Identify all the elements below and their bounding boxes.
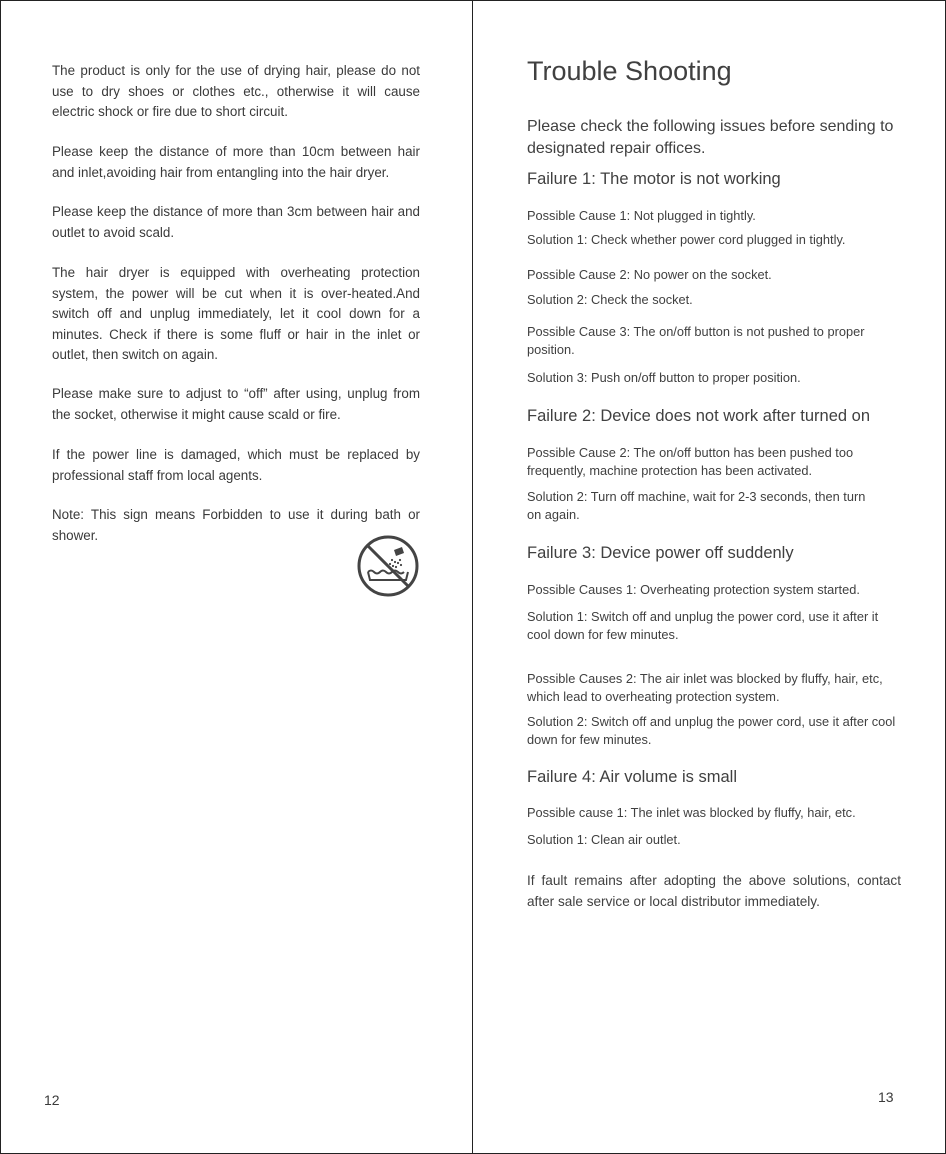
failure-3-solution-1: Solution 1: Switch off and unplug the power cord, use it after it cool down for few minutes. [527,609,879,642]
page-title: Trouble Shooting [527,56,732,86]
safety-paragraph-6: If the power line is damaged, which must be replaced by professional staff from local agents. [52,447,420,483]
failure-1-heading: Failure 1: The motor is not working [527,170,781,188]
failure-3-cause-1: Possible Causes 1: Overheating protection system started. [527,582,860,597]
failure-1-cause-3: Possible Cause 3: The on/off button is not pushed to proper position. [527,324,865,357]
page-number-left: 12 [44,1092,60,1108]
closing-note: If fault remains after adopting the above solutions, contact after sale service or local distributor immediately. [527,873,901,909]
failure-4-cause-1: Possible cause 1: The inlet was blocked by fluffy, hair, etc. [527,805,856,820]
failure-3-cause-2: Possible Causes 2: The air inlet was blocked by fluffy, hair, etc, which lead to overheating protection system. [527,671,883,704]
failure-3-heading: Failure 3: Device power off suddenly [527,544,794,562]
failure-1-solution-1: Solution 1: Check whether power cord plugged in tightly. [527,232,846,247]
failure-1-solution-2: Solution 2: Check the socket. [527,292,693,307]
failure-1-cause-1: Possible Cause 1: Not plugged in tightly. [527,208,756,223]
no-bath-shower-icon [356,534,420,598]
failure-4-heading: Failure 4: Air volume is small [527,768,737,786]
intro-text: Please check the following issues before sending to designated repair offices. [527,118,894,157]
safety-paragraph-4: The hair dryer is equipped with overheating protection system, the power will be cut when it is over-heated.And switch off and unplug immediately, let it cool down for a minutes. Check if there is some fluff or hair in the inlet or outlet, then switch on again. [52,265,420,362]
failure-2-heading: Failure 2: Device does not work after turned on [527,407,871,425]
safety-paragraph-5: Please make sure to adjust to “off” after using, unplug from the socket, otherwise it might cause scald or fire. [52,386,420,422]
failure-1-cause-2: Possible Cause 2: No power on the socket. [527,267,772,282]
failure-1-solution-3: Solution 3: Push on/off button to proper position. [527,370,801,385]
failure-2-solution: Solution 2: Turn off machine, wait for 2-3 seconds, then turn on again. [527,489,866,522]
failure-3-solution-2: Solution 2: Switch off and unplug the power cord, use it after cool down for few minutes. [527,714,896,747]
left-page [0,0,472,1154]
failure-2-cause: Possible Cause 2: The on/off button has been pushed too frequently, machine protection has been activated. [527,445,854,478]
page-number-right: 13 [878,1089,894,1105]
safety-paragraph-3: Please keep the distance of more than 3cm between hair and outlet to avoid scald. [52,204,420,240]
safety-paragraph-1: The product is only for the use of drying hair, please do not use to dry shoes or clothes etc., otherwise it will cause electric shock or fire due to short circuit. [52,63,420,119]
safety-note: Note: This sign means Forbidden to use it during bath or shower. [52,507,420,543]
safety-paragraph-2: Please keep the distance of more than 10cm between hair and inlet,avoiding hair from entangling into the hair dryer. [52,144,420,180]
failure-4-solution-1: Solution 1: Clean air outlet. [527,832,681,847]
right-page [473,0,946,1154]
